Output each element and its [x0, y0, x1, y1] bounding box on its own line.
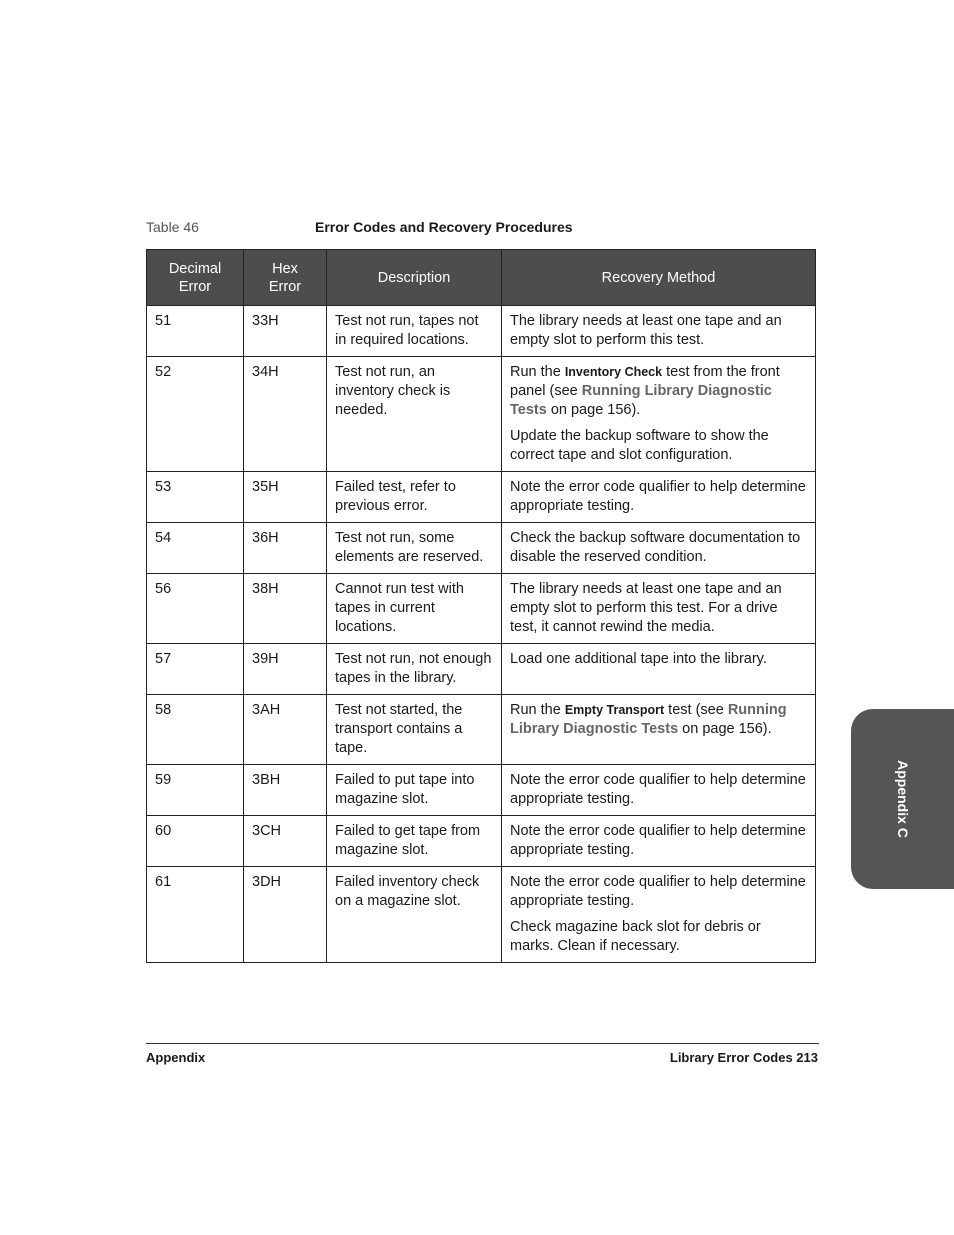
decimal-cell: 60: [147, 816, 244, 867]
table-caption: [146, 219, 816, 239]
footer-section: Appendix: [146, 1050, 206, 1065]
decimal-cell: 57: [147, 644, 244, 695]
table-row: [147, 523, 816, 574]
cross-reference-link[interactable]: Running Library Diagnostic Tests: [510, 383, 772, 418]
header-decimal-error: Decimal Error: [147, 250, 244, 306]
table-row: [147, 306, 816, 357]
decimal-cell: 53: [147, 472, 244, 523]
decimal-cell: 56: [147, 574, 244, 644]
recovery-cell: Load one additional tape into the library.: [502, 644, 816, 695]
table-row: [147, 765, 816, 816]
hex-cell: 35H: [244, 472, 327, 523]
description-cell: Failed to get tape from magazine slot.: [327, 816, 502, 867]
decimal-cell: 58: [147, 695, 244, 765]
hex-cell: 38H: [244, 574, 327, 644]
description-cell: Test not run, tapes not in required locations.: [327, 306, 502, 357]
recovery-cell: Note the error code qualifier to help determine appropriate testing.: [502, 472, 816, 523]
description-cell: Test not run, an inventory check is needed.: [327, 357, 502, 472]
description-cell: Failed to put tape into magazine slot.: [327, 765, 502, 816]
header-description: Description: [327, 250, 502, 306]
recovery-cell: The library needs at least one tape and an empty slot to perform this test.: [502, 306, 816, 357]
description-cell: Test not run, not enough tapes in the library.: [327, 644, 502, 695]
table-row: [147, 472, 816, 523]
recovery-step: Note the error code qualifier to help determine appropriate testing.: [510, 874, 806, 909]
appendix-side-tab: [851, 709, 954, 889]
recovery-cell: [502, 357, 816, 472]
hex-cell: 3BH: [244, 765, 327, 816]
panel-button-ref: Inventory Check: [564, 365, 663, 379]
table-number: Table 46: [146, 219, 199, 235]
decimal-cell: 59: [147, 765, 244, 816]
error-codes-table: [146, 249, 816, 963]
recovery-cell: Note the error code qualifier to help determine appropriate testing.: [502, 816, 816, 867]
table-row: [147, 574, 816, 644]
table-header-row: [147, 250, 816, 306]
recovery-cell: Run the Empty Transport test (see Running Library Diagnostic Tests on page 156).: [502, 695, 816, 765]
hex-cell: 39H: [244, 644, 327, 695]
description-cell: Failed inventory check on a magazine slot.: [327, 867, 502, 963]
header-hex-error: Hex Error: [244, 250, 327, 306]
recovery-cell: [502, 867, 816, 963]
hex-cell: 36H: [244, 523, 327, 574]
footer-page-info: Library Error Codes 213: [669, 1050, 818, 1065]
recovery-step: Run the Inventory Check test from the front panel (see Running Library Diagnostic Tests on page 156).: [510, 364, 780, 418]
description-cell: Test not started, the transport contains a tape.: [327, 695, 502, 765]
decimal-cell: 54: [147, 523, 244, 574]
hex-cell: 33H: [244, 306, 327, 357]
hex-cell: 3DH: [244, 867, 327, 963]
table-row: [147, 695, 816, 765]
table-row: [147, 644, 816, 695]
hex-cell: 3AH: [244, 695, 327, 765]
hex-cell: 34H: [244, 357, 327, 472]
decimal-cell: 61: [147, 867, 244, 963]
cross-reference-link[interactable]: Running Library Diagnostic Tests: [510, 702, 787, 737]
table-title: Error Codes and Recovery Procedures: [315, 219, 573, 235]
decimal-cell: 51: [147, 306, 244, 357]
footer-rule: [146, 1043, 819, 1044]
description-cell: Cannot run test with tapes in current locations.: [327, 574, 502, 644]
recovery-cell: Note the error code qualifier to help determine appropriate testing.: [502, 765, 816, 816]
recovery-cell: Check the backup software documentation to disable the reserved condition.: [502, 523, 816, 574]
hex-cell: 3CH: [244, 816, 327, 867]
decimal-cell: 52: [147, 357, 244, 472]
recovery-step: Check magazine back slot for debris or marks. Clean if necessary.: [510, 919, 761, 954]
recovery-step: Update the backup software to show the correct tape and slot configuration.: [510, 428, 769, 463]
description-cell: Failed test, refer to previous error.: [327, 472, 502, 523]
table-row: [147, 357, 816, 472]
panel-button-ref: Empty Transport: [564, 703, 665, 717]
table-row: [147, 867, 816, 963]
header-recovery-method: Recovery Method: [502, 250, 816, 306]
side-tab-label: Appendix C: [895, 760, 911, 838]
description-cell: Test not run, some elements are reserved.: [327, 523, 502, 574]
table-row: [147, 816, 816, 867]
recovery-cell: The library needs at least one tape and an empty slot to perform this test. For a drive test, it cannot rewind the media.: [502, 574, 816, 644]
